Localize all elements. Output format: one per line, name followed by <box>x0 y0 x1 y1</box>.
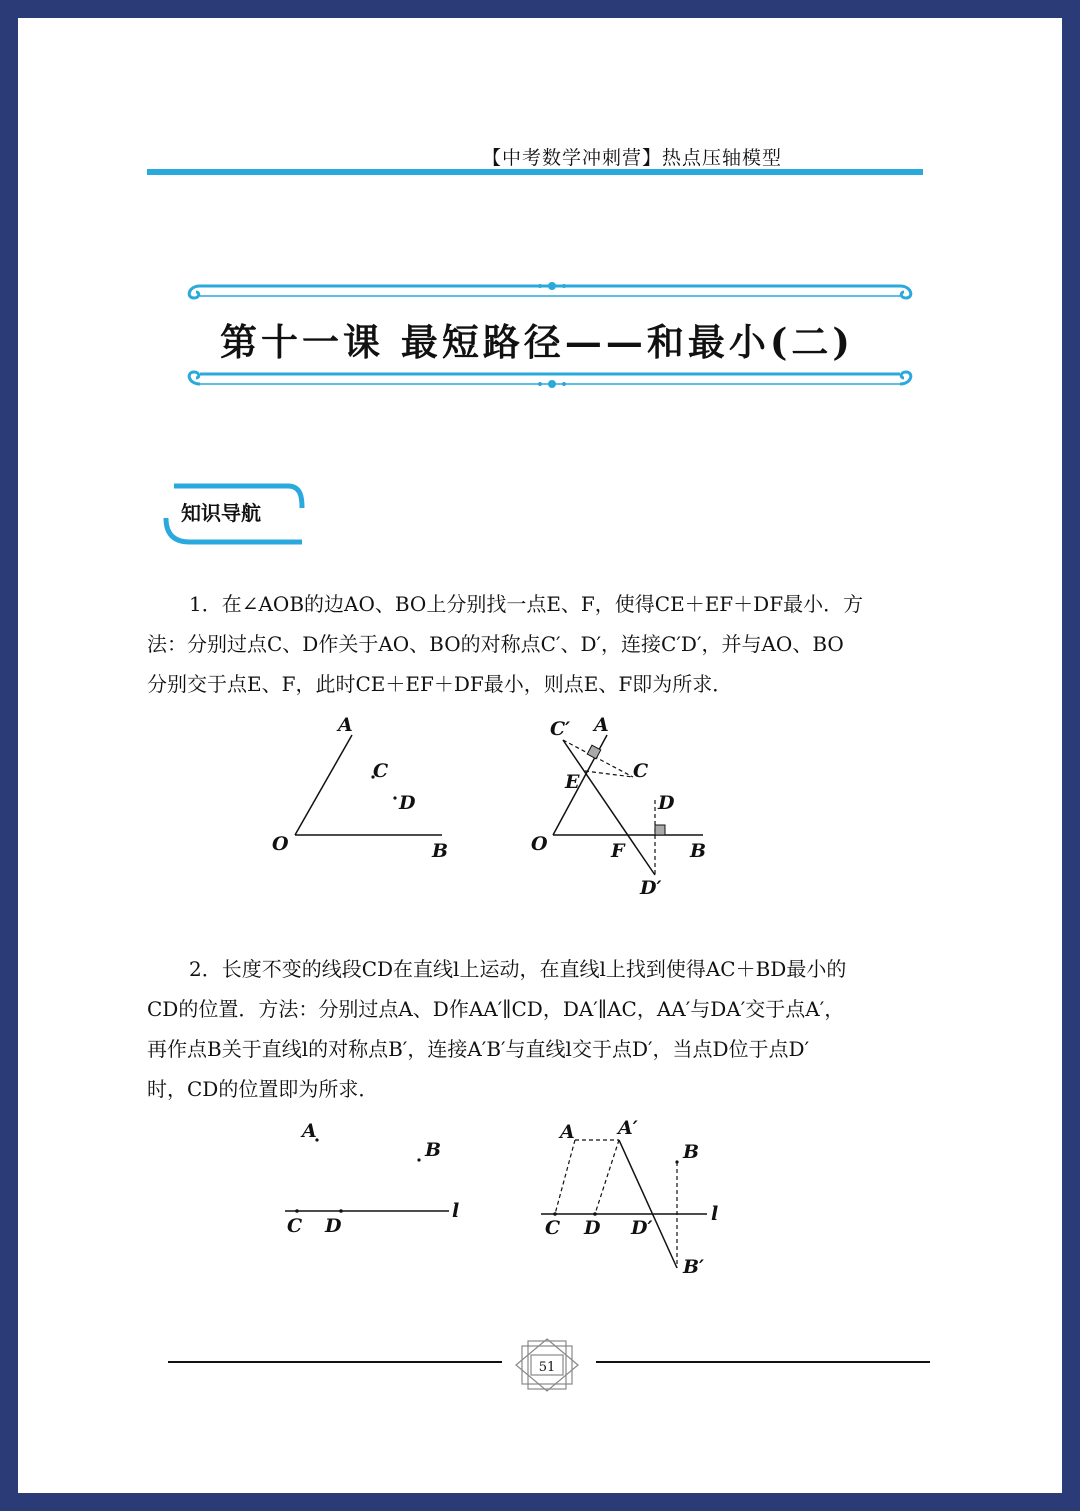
label-B: B <box>432 840 449 862</box>
label-C: C <box>373 760 389 782</box>
label-A1: A′ <box>618 1117 638 1139</box>
label-F: F <box>611 840 625 862</box>
page-number-ornament <box>514 1338 580 1392</box>
figure1-left <box>260 705 470 865</box>
segment-CE <box>585 771 633 777</box>
footer-rule-left <box>168 1361 502 1363</box>
section-tag-label: 知识导航 <box>181 501 261 525</box>
label-D: D <box>584 1217 601 1239</box>
lesson-title: 第十一课 最短路径——和最小(二) <box>220 320 854 364</box>
figure2-right <box>535 1110 735 1285</box>
label-D: D <box>658 792 675 814</box>
label-O: O <box>272 833 289 855</box>
item2-line: 2．长度不变的线段CD在直线l上运动，在直线l上找到使得AC＋BD最小的 <box>189 957 847 981</box>
segment-A1D <box>595 1140 619 1214</box>
point-B <box>417 1158 420 1161</box>
label-A: A <box>302 1120 317 1142</box>
label-D1: D′ <box>631 1217 653 1239</box>
label-A: A <box>594 714 609 736</box>
item1-line: 1．在∠AOB的边AO、BO上分别找一点E、F，使得CE＋EF＋DF最小．方 <box>189 592 864 616</box>
label-D: D <box>399 792 416 814</box>
item2-line: CD的位置．方法：分别过点A、D作AA′∥CD，DA′∥AC，AA′与DA′交于点A′， <box>147 997 845 1021</box>
label-E: E <box>565 771 580 793</box>
ray-OA <box>295 735 352 835</box>
page-number: 51 <box>538 1360 556 1375</box>
right-angle-mark <box>655 825 665 835</box>
label-l: l <box>711 1203 719 1225</box>
label-B: B <box>683 1141 700 1163</box>
label-B1: B′ <box>683 1256 705 1278</box>
point-C <box>553 1212 557 1216</box>
label-C: C <box>633 760 649 782</box>
item1-paragraph <box>147 584 915 704</box>
point-D <box>593 1212 597 1216</box>
figure1-right <box>525 705 725 900</box>
label-A: A <box>338 714 353 736</box>
footer-rule-right <box>596 1361 930 1363</box>
label-D1: D′ <box>640 877 662 899</box>
segment-AC <box>555 1140 575 1214</box>
label-C: C <box>287 1215 303 1237</box>
item1-line: 法：分别过点C、D作关于AO、BO的对称点C′、D′，连接C′D′，并与AO、BO <box>147 632 844 656</box>
point-B <box>675 1160 678 1163</box>
label-C: C <box>545 1217 561 1239</box>
label-l: l <box>452 1200 460 1222</box>
segment-A1B1 <box>619 1140 677 1268</box>
item2-paragraph <box>147 949 915 1109</box>
item2-line: 时，CD的位置即为所求． <box>147 1077 379 1101</box>
right-angle-mark <box>587 745 601 759</box>
label-B: B <box>425 1139 442 1161</box>
running-header: 【中考数学冲刺营】热点压轴模型 <box>482 147 783 169</box>
item1-line: 分别交于点E、F，此时CE＋EF＋DF最小，则点E、F即为所求． <box>147 672 733 696</box>
point-D <box>339 1209 343 1213</box>
label-A: A <box>560 1121 575 1143</box>
label-C1: C′ <box>550 718 571 740</box>
header-rule <box>147 169 923 175</box>
item2-line: 再作点B关于直线l的对称点B′，连接A′B′与直线l交于点D′，当点D位于点D′ <box>147 1037 810 1061</box>
point-C <box>295 1209 299 1213</box>
label-O: O <box>531 833 548 855</box>
figure2-left <box>275 1110 475 1240</box>
point-D <box>393 796 396 799</box>
label-D: D <box>325 1215 342 1237</box>
label-B: B <box>690 840 707 862</box>
